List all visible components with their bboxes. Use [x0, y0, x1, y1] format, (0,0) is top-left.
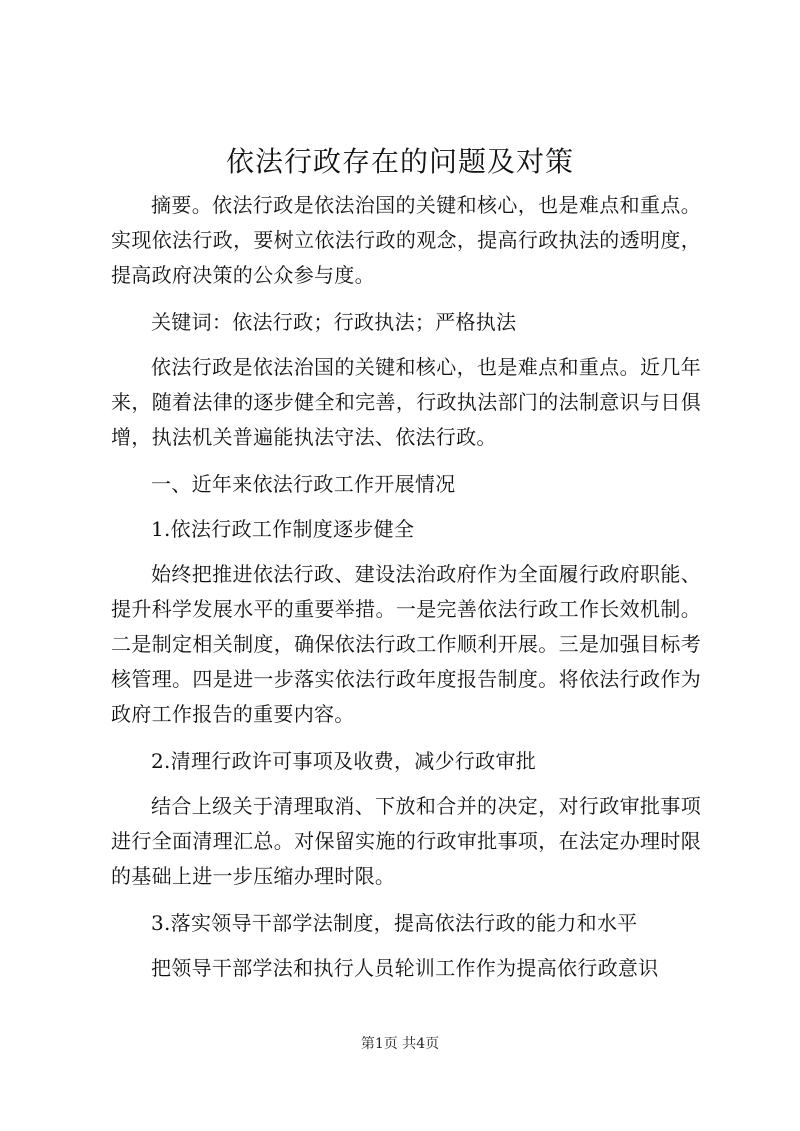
page-footer — [0, 1034, 800, 1054]
body-paragraph: 把领导干部学法和执行人员轮训工作作为提高依行政意识 — [151, 956, 659, 980]
subsection-heading: 1.依法行政工作制度逐步健全 — [151, 517, 415, 541]
body-paragraph: 结合上级关于清理取消、下放和合并的决定，对行政审批事项进行全面清理汇总。对保留实施的行政审批事项，在法定办理时限的基础上进一步压缩办理时限。 — [111, 794, 701, 888]
section-heading: 一、近年来依法行政工作开展情况 — [151, 472, 456, 496]
document-title: 依法行政存在的问题及对策 — [225, 145, 574, 178]
abstract-paragraph: 摘要。依法行政是依法治国的关键和核心，也是难点和重点。实现依法行政，要树立依法行政的观念，提高行政执法的透明度，提高政府决策的公众参与度。 — [111, 193, 701, 287]
body-paragraph: 始终把推进依法行政、建设法治政府作为全面履行政府职能、提升科学发展水平的重要举措。一是完善依法行政工作长效机制。二是制定相关制度，确保依法行政工作顺利开展。三是加强目标考核管理。四是进一步落实依法行政年度报告制度。将依法行政作为政府工作报告的重要内容。 — [111, 562, 701, 726]
keywords-line: 关键词：依法行政；行政执法；严格执法 — [151, 310, 517, 334]
page-indicator: 第1页 共4页 — [360, 1036, 440, 1052]
document-body — [111, 188, 701, 998]
intro-paragraph: 依法行政是依法治国的关键和核心，也是难点和重点。近几年来，随着法律的逐步健全和完善，行政执法部门的法制意识与日俱增，执法机关普遍能执法守法、依法行政。 — [111, 355, 701, 449]
subsection-heading: 2.清理行政许可事项及收费，减少行政审批 — [151, 749, 537, 773]
subsection-heading: 3.落实领导干部学法制度，提高依法行政的能力和水平 — [151, 911, 638, 935]
